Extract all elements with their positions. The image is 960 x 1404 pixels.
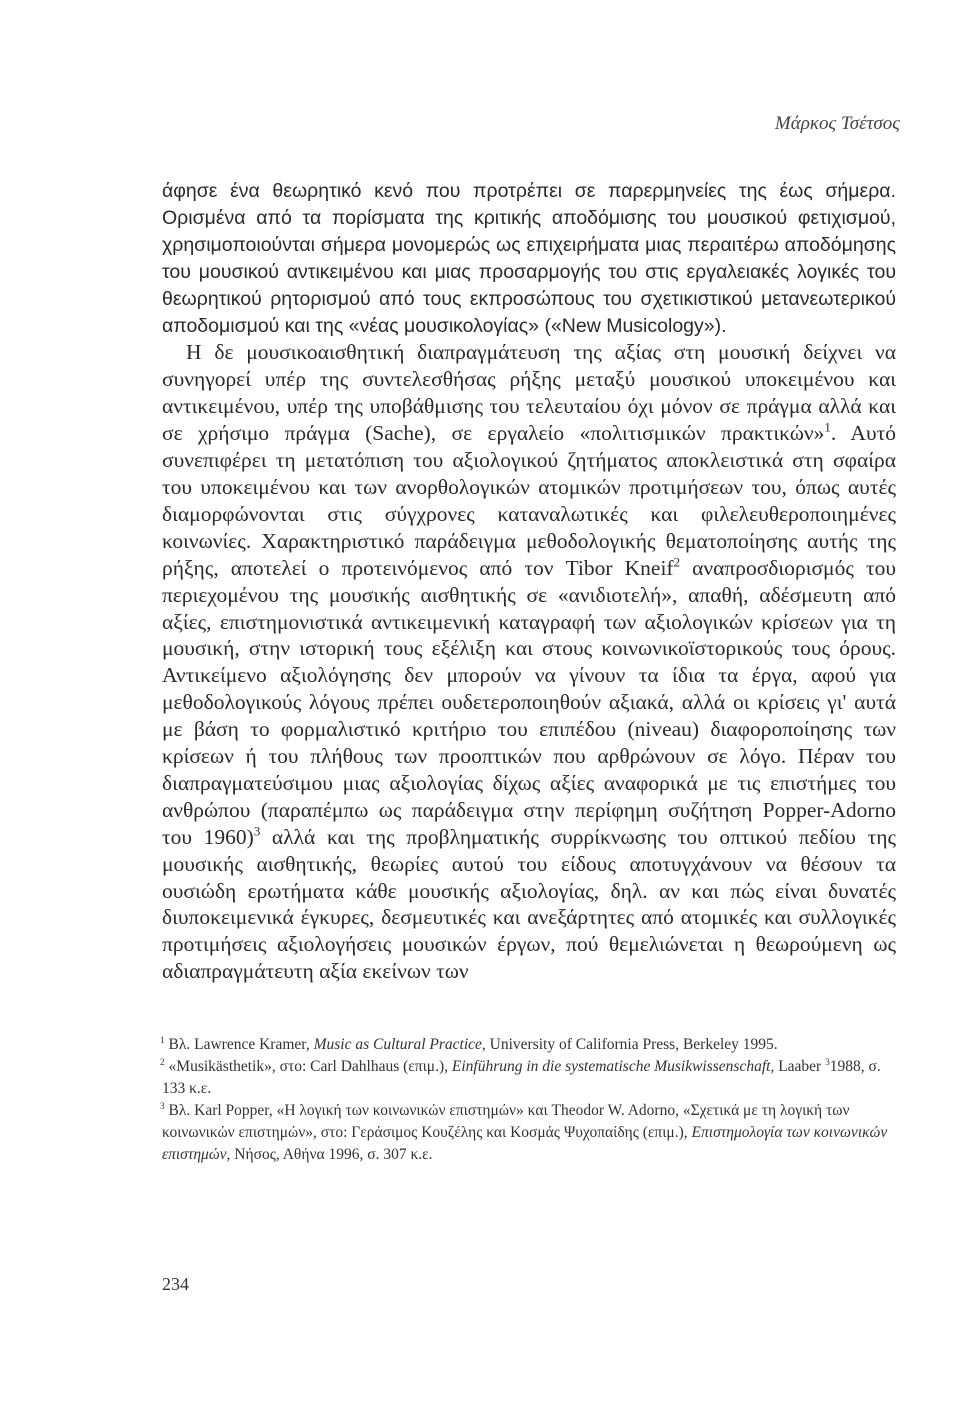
footnote-ref-3: 3 (253, 824, 261, 839)
footnote-ref-1: 1 (824, 420, 831, 435)
paragraph-2-part-a: Η δε μουσικοαισθητική διαπραγμάτευση της αξίας στη μουσική δείχνει να συνηγορεί υπέρ της συντελεσθήσας ρήξης μεταξύ μουσικού υποκειμένου και αντικειμένου, υπέρ της υποβάθμισης του τελευταίου όχι μόνον σε πράγμα αλλά και σε χρήσιμο πράγμα (Sache), σε εργαλείο «πολιτισμικών πρακτικών» (162, 340, 896, 446)
footnote-ref-2: 2 (673, 555, 681, 570)
footnote-1-title: Music as Cultural Practice (313, 1036, 482, 1053)
footnote-3-post: , Νήσος, Αθήνα 1996, σ. 307 κ.ε. (226, 1146, 433, 1163)
running-header: Μάρκος Τσέτσος (774, 113, 900, 134)
page-number: 234 (162, 1274, 189, 1294)
footnote-2-post-b: 1988, σ. 133 κ.ε. (162, 1058, 881, 1097)
paragraph-2-part-d: αλλά και της προβληματικής συρρίκνωσης του οπτικού πεδίου της μουσικής αισθητικής, θεωρίες αυτού του είδους αποτυγχάνουν να θέσουν τα ουσιώδη ερωτήματα κάθε μουσικής αξιολογίας, δηλ. αν και πώς είναι δυνατές διυποκειμενικά έγκυρες, δεσμευτικές και ανεξάρτητες από ατομικές και συλλογικές προτιμήσεις αξιολογήσεις μουσικών έργων, πού θεμελιώνεται η θεωρούμενη ως αδιαπραγμάτευτη αξία εκείνων των (162, 824, 896, 984)
footnote-3 (162, 1100, 902, 1166)
footnote-1 (162, 1034, 902, 1056)
footnote-2-post-a: , Laaber (770, 1058, 826, 1075)
paragraph-2-part-c: αναπροσδιορισμός του περιεχομένου της μουσικής αισθητικής σε «ανιδιοτελή», απαθή, αδέσμευτη από αξίες, επιστημονιστικά αντικειμενική καταγραφή των αξιολογικών κρίσεων για τη μουσική, στην ιστορική τους εξέλιξη και στους κοινωνικοϊστορικούς τους όρους. Αντικείμενο αξιολόγησης δεν μπορούν να γίνουν τα ίδια τα έργα, αφού για μεθοδολογικούς λόγους πρέπει ουδετεροποιηθούν αξιακά, αλλά οι κρίσεις γι' αυτά με βάση το φορμαλιστικό κριτήριο του επιπέδου (niveau) διαφοροποίησης των κρίσεων ή του πλήθους των προοπτικών που αρθρώνουν σε λόγο. Πέραν του διαπραγματεύσιμου μιας αξιολογίας δίχως αξίες αναφορικά με τις επιστήμες του ανθρώπου (παραπέμπω ως παράδειγμα στην περίφημη συζήτηση Popper-Adorno του 1960) (162, 555, 896, 849)
footnote-1-number: 1 (160, 1035, 165, 1046)
footnote-2-title: Einführung in die systematische Musikwissenschaft (451, 1058, 771, 1075)
footnote-3-pre: Βλ. Karl Popper, «Η λογική των κοινωνικών επιστημών» και Theodor W. Adorno, «Σχετικά με τη λογική των κοινωνικών επιστημών», στο: Γεράσιμος Κουζέλης και Κοσμάς Ψυχοπαίδης (επιμ.), (162, 1102, 850, 1141)
footnote-2-number: 2 (160, 1057, 165, 1068)
body-text (162, 178, 896, 985)
paragraph-2-part-b: . Αυτό συνεπιφέρει τη μετατόπιση του αξιολογικού ζητήματος αποκλειστικά στη σφαίρα του υποκειμένου και των ανορθολογικών ατομικών προτιμήσεων του, όπως αυτές διαμορφώνονται στις σύγχρονες καταναλωτικές και φιλελευθεροποιημένες κοινωνίες. Χαρακτηριστικό παράδειγμα μεθοδολογικής θεματοποίησης αυτής της ρήξης, αποτελεί ο προτεινόμενος από τον Tibor Kneif (162, 421, 896, 580)
footnotes (162, 1034, 902, 1166)
footnote-3-number: 3 (160, 1101, 165, 1112)
footnote-2-edition: 3 (825, 1057, 830, 1068)
footnote-2 (162, 1056, 902, 1100)
footnote-1-pre: Βλ. Lawrence Kramer, (164, 1036, 314, 1053)
footnote-2-pre: «Musikästhetik», στο: Carl Dahlhaus (επιμ.), (164, 1058, 452, 1075)
footnote-3-title: Επιστημολογία των κοινωνικών επιστημών (162, 1124, 888, 1163)
footnote-1-post: , University of California Press, Berkeley 1995. (481, 1036, 778, 1053)
paragraph-1: άφησε ένα θεωρητικό κενό που προτρέπει σε παρερμηνείες της έως σήμερα. Ορισμένα από τα πορίσματα της κριτικής αποδόμισης του μουσικού φετιχισμού, χρησιμοποιούνται σήμερα μονομερώς ως επιχειρήματα μιας περαιτέρω αποδόμησης του μουσικού αντικειμένου και μιας προσαρμογής του στις εργαλειακές λογικές του θεωρητικού ρητορισμού από τους εκπροσώπους του σχετικιστικού μετανεωτερικού αποδομισμού και της «νέας μουσικολογίας» («New Musicology»). (162, 180, 896, 337)
paragraph-2 (162, 339, 896, 985)
